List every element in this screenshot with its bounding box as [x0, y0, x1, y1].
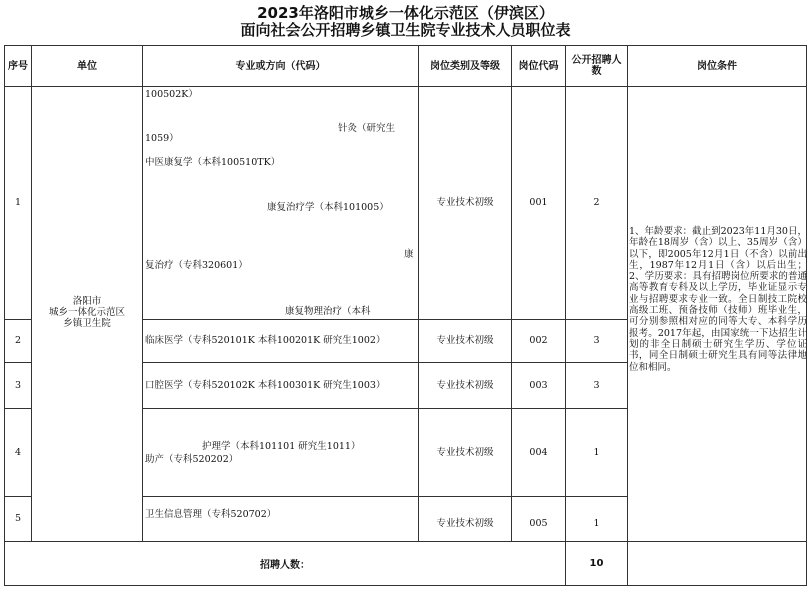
position-conditions: 1、年龄要求：截止到2023年11月30日，年龄在18周岁（含）以上、35周岁（含）以下，即2005年12月1日（不含）以前出生，1987年12月1日（含）以后出生；2、学历要求：具有招聘岗位所要求的普通高等教育专科及以上学历，毕业证显示专业与招聘要求专业一致。全日制技工院校高级工班、预备技师（技师）班毕业生，可分别参照相对应的同等大专、本科学历报考。2017年起，由国家统一下达招生计划的非全日制硕士研究生学历、学位证书，同全日制硕士研究生具有同等法律地位和相同。 — [629, 226, 807, 373]
row4-seq: 4 — [14, 446, 22, 458]
row5-major-line: 卫生信息管理（专科520702） — [145, 509, 277, 520]
row3-category: 专业技术初级 — [436, 379, 494, 391]
row3-code: 003 — [529, 379, 548, 391]
row5-category: 专业技术初级 — [436, 517, 494, 529]
header-unit: 单位 — [77, 60, 97, 72]
grid-line — [627, 45, 628, 585]
row1-major-line: 复治疗（专科320601） — [145, 260, 248, 271]
row2-seq: 2 — [14, 335, 22, 346]
header-conditions: 岗位条件 — [697, 60, 737, 72]
row3-major-line: 口腔医学（专科520102K 本科100301K 研究生1003） — [145, 380, 386, 391]
row3-count: 3 — [593, 379, 600, 391]
unit-line1: 洛阳市 — [72, 295, 102, 307]
header-seq: 序号 — [8, 60, 28, 72]
grid-line — [4, 86, 807, 87]
title-line-2: 面向社会公开招聘乡镇卫生院专业技术人员职位表 — [240, 21, 571, 39]
header-category: 岗位类别及等级 — [430, 60, 500, 72]
row5-seq: 5 — [14, 513, 22, 524]
row5-code: 005 — [529, 517, 548, 529]
unit-cell — [32, 287, 142, 337]
grid-line — [142, 45, 143, 541]
row1-category: 专业技术初级 — [436, 197, 494, 208]
row5-count: 1 — [593, 517, 600, 529]
row4-major-line: 护理学（本科101101 研究生1011） — [202, 441, 361, 452]
total-value: 10 — [589, 558, 604, 569]
row3-seq: 3 — [14, 379, 22, 391]
row2-category: 专业技术初级 — [436, 335, 494, 346]
grid-line — [4, 585, 807, 586]
unit-line2: 城乡一体化示范区 — [48, 306, 125, 318]
header-code: 岗位代码 — [518, 60, 559, 72]
row1-major-line: 100502K） — [145, 89, 198, 100]
row1-major-line: 针灸（研究生 — [338, 123, 396, 134]
row4-major-line: 助产（专科520202） — [145, 454, 239, 465]
row2-code: 002 — [529, 335, 548, 346]
row2-count: 3 — [593, 335, 600, 346]
total-label: 招聘人数： — [260, 560, 310, 571]
row1-seq: 1 — [14, 197, 22, 208]
row1-major-line: 康 — [404, 249, 414, 260]
title-line-1: 2023年洛阳市城乡一体化示范区（伊滨区） — [257, 4, 554, 22]
row1-major-line: 康复治疗学（本科101005） — [267, 202, 389, 213]
header-major: 专业或方向（代码） — [235, 60, 326, 72]
header-count-line1: 公开招聘人 — [571, 55, 622, 66]
grid-line — [142, 496, 628, 497]
header-count — [566, 46, 627, 86]
row4-count: 1 — [593, 446, 600, 458]
row4-code: 004 — [529, 446, 548, 458]
row1-major-line: 中医康复学（本科100510TK） — [145, 157, 281, 168]
row4-category: 专业技术初级 — [436, 446, 494, 458]
row1-major-line: 康复物理治疗（本科 — [285, 306, 371, 317]
row1-count: 2 — [593, 197, 600, 208]
row2-major-line: 临床医学（专科520101K 本科100201K 研究生1002） — [145, 335, 386, 346]
row1-code: 001 — [529, 197, 548, 208]
unit-line3: 乡镇卫生院 — [63, 317, 111, 329]
header-count-line2: 数 — [591, 66, 602, 77]
row1-major-line: 1059） — [145, 133, 179, 144]
